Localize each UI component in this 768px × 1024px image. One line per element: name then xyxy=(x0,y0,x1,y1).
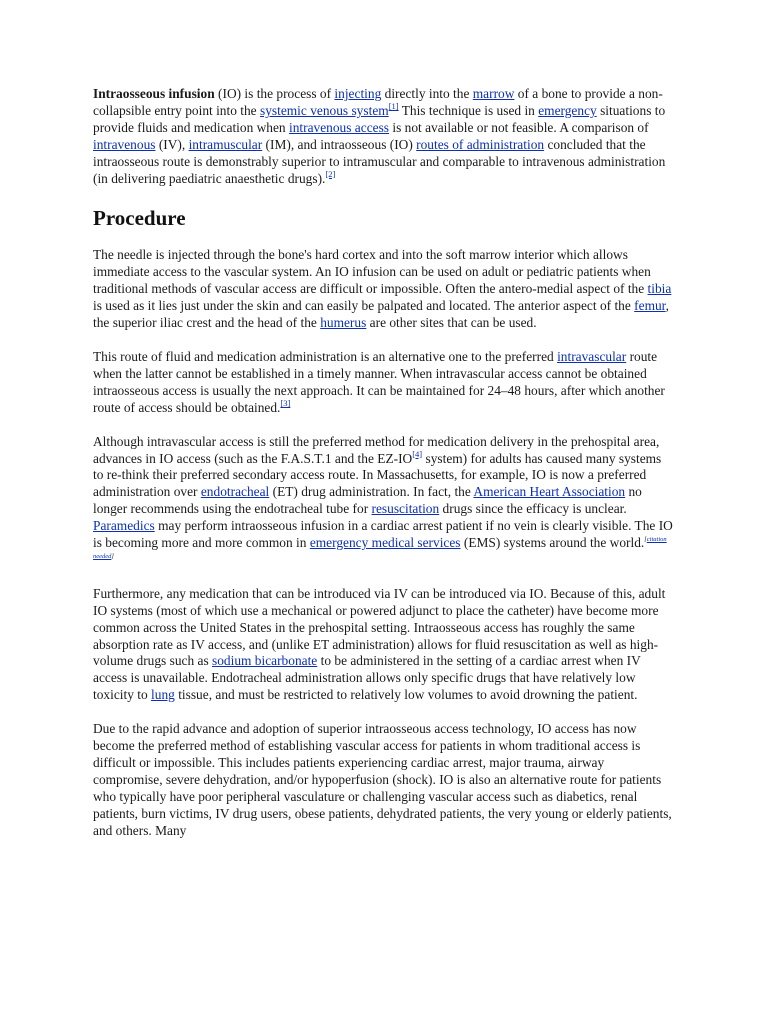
procedure-paragraph-3 xyxy=(93,434,675,569)
text-run: This route of fluid and medication administration is an alternative one to the preferred xyxy=(93,348,558,364)
link-routes-of-administration[interactable]: routes of administration xyxy=(416,136,545,152)
link-sodium-bicarbonate[interactable]: sodium bicarbonate xyxy=(212,653,318,669)
reference-link-1[interactable]: [1] xyxy=(388,100,399,111)
link-intravascular[interactable]: intravascular xyxy=(557,348,627,364)
text-run: are other sites that can be used. xyxy=(366,315,537,331)
citation-needed: [citation needed] xyxy=(93,536,667,560)
article-body xyxy=(93,86,675,857)
link-endotracheal[interactable]: endotracheal xyxy=(200,484,270,500)
link-intravenous[interactable]: intravenous xyxy=(93,136,156,152)
text-run: route when the latter cannot be established in a timely manner. When intravascular access cannot be obtained intraosseous access is usually the next approach. It can be maintained for 24–48 hours, after which another route of access should be obtained. xyxy=(93,348,665,415)
reference-4 xyxy=(412,449,422,459)
text-run: drugs since the efficacy is unclear. xyxy=(439,501,627,517)
link-american-heart-association[interactable]: American Heart Association xyxy=(473,484,626,500)
text-run: (ET) drug administration. In fact, the xyxy=(269,484,474,500)
text-run: (IV), xyxy=(155,136,189,152)
text-run: , the superior iliac crest and the head of the xyxy=(93,298,669,331)
text-run: directly into the xyxy=(381,86,473,101)
text-run: is not available or not feasible. A comparison of xyxy=(389,119,649,135)
text-run: situations to provide fluids and medication when xyxy=(93,102,666,135)
text-run: is used as it lies just under the skin and can easily be palpated and located. The anterior aspect of the xyxy=(93,298,635,314)
link-emergency-medical-services[interactable]: emergency medical services xyxy=(309,535,461,551)
text-run: (EMS) systems around the world. xyxy=(460,535,645,551)
link-intravenous-access[interactable]: intravenous access xyxy=(288,119,390,135)
link-resuscitation[interactable]: resuscitation xyxy=(371,501,440,517)
article-term: Intraosseous infusion xyxy=(93,86,215,101)
text-run: This technique is used in xyxy=(398,102,539,118)
text-run: tissue, and must be restricted to relatively low volumes to avoid drowning the patient. xyxy=(174,687,638,703)
link-femur[interactable]: femur xyxy=(634,298,666,314)
reference-3 xyxy=(280,398,290,408)
text-run: of a bone to provide a non-collapsible entry point into the xyxy=(93,86,663,118)
link-lung[interactable]: lung xyxy=(151,687,175,703)
section-heading-procedure: Procedure xyxy=(93,206,186,231)
text-run: Furthermore, any medication that can be introduced via IV can be introduced via IO. Because of this, adult IO systems (most of which use a mechanical or powered adjunct to place the catheter) have become more common across the United States in the prehospital setting. Intraosseous access has roughly the same absorption rate as IV access, and (unlike ET administration) allows for fluid resuscitation as well as high-volume drugs such as xyxy=(93,585,666,669)
text-run: The needle is injected through the bone's hard cortex and into the soft marrow interior which allows immediate access to the vascular system. An IO infusion can be used on adult or pediatric patients when traditional methods of vascular access are difficult or impossible. Often the antero-medial aspect of the xyxy=(93,247,651,297)
reference-link-4[interactable]: [4] xyxy=(412,448,423,459)
link-tibia[interactable]: tibia xyxy=(647,281,672,297)
reference-1 xyxy=(389,101,399,111)
text-run: (IO) is the process of xyxy=(214,86,335,101)
text-run: concluded that the intraosseous route is demonstrably superior to intramuscular and comparable to intravenous administration (in delivering paediatric anaesthetic drugs). xyxy=(93,136,666,186)
text-run: system) for adults has caused many systems to re-think their preferred secondary access route. In Massachusetts, for example, IO is now a preferred administration over xyxy=(93,450,662,500)
text-run: may perform intraosseous infusion in a cardiac arrest patient if no vein is clearly visible. The IO is becoming more and more common in xyxy=(93,518,673,551)
procedure-paragraph-2 xyxy=(93,349,675,417)
link-intramuscular[interactable]: intramuscular xyxy=(188,136,263,152)
link-injecting[interactable]: injecting xyxy=(334,86,382,101)
text-run: Although intravascular access is still the preferred method for medication delivery in the prehospital area, advances in IO access (such as the F.A.S.T.1 and the EZ-IO xyxy=(93,433,660,466)
citation-needed-link[interactable]: citation needed xyxy=(93,536,667,560)
reference-link-2[interactable]: [2] xyxy=(325,168,336,179)
procedure-paragraph-5 xyxy=(93,721,675,839)
text-run: Due to the rapid advance and adoption of superior intraosseous access technology, IO access has now become the preferred method of establishing vascular access for patients in whom traditional access is difficult or impossible. This includes patients experiencing cardiac arrest, major trauma, airway compromise, severe dehydration, and/or hypoperfusion (shock). IO is also an alternative route for patients who typically have poor peripheral vasculature or challenging vascular access such as diabetics, renal patients, burn victims, IV drug users, obese patients, dehydrated patients, the very young or elderly patients, and others. Many xyxy=(93,721,672,838)
link-emergency[interactable]: emergency xyxy=(538,102,597,118)
link-systemic-venous-system[interactable]: systemic venous system xyxy=(259,102,389,118)
text-run: to be administered in the setting of a cardiac arrest when IV access is unavailable. Endotracheal administration allows only specific drugs that have relatively low toxicity to xyxy=(93,653,641,703)
text-run: (IM), and intraosseous (IO) xyxy=(262,136,417,152)
reference-2 xyxy=(325,169,335,179)
link-paramedics[interactable]: Paramedics xyxy=(93,518,155,534)
intro-paragraph xyxy=(93,86,675,187)
link-humerus[interactable]: humerus xyxy=(320,315,367,331)
reference-link-3[interactable]: [3] xyxy=(280,397,291,408)
link-marrow[interactable]: marrow xyxy=(472,86,515,101)
procedure-paragraph-1 xyxy=(93,247,675,332)
procedure-paragraph-4 xyxy=(93,586,675,704)
text-run: no longer recommends using the endotracheal tube for xyxy=(93,484,642,517)
